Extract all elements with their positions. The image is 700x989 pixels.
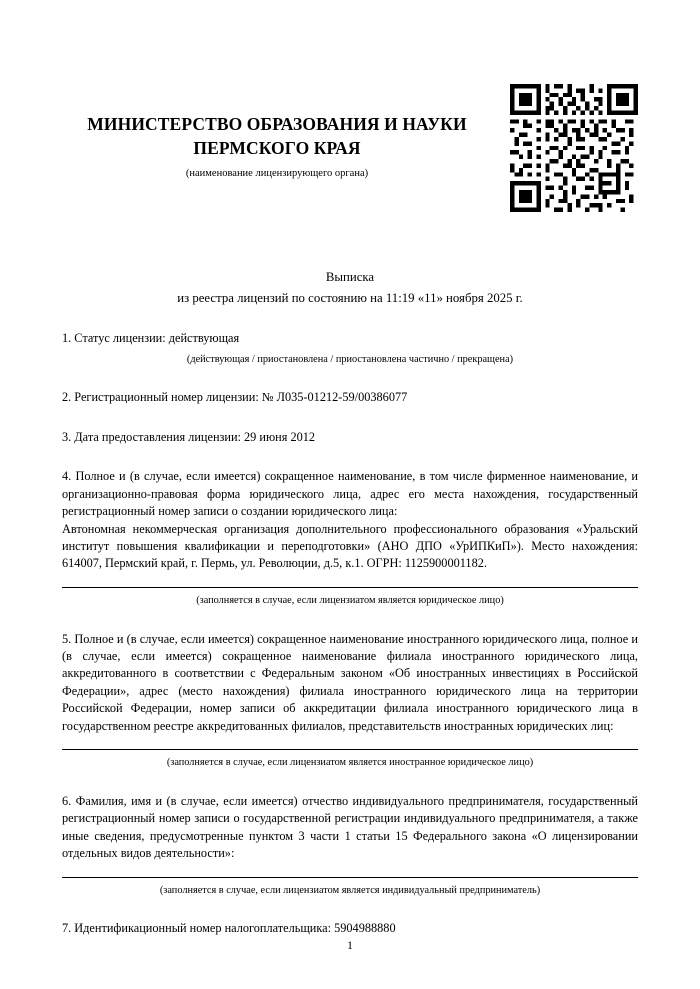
- qr-code-svg: [510, 84, 638, 212]
- item-4-value: Автономная некоммерческая организация дополнительного профессионального образования «Уральский институт повышения квалификации и переподготовки» (АНО ДПО «УрИПКиП»). Место нахождения: 614007, Пермский край, г. Пермь, ул. Революции, д.5, к.1. ОГРН: 1125900001182.: [62, 521, 638, 571]
- item-6-note: (заполняется в случае, если лицензиатом является индивидуальный предприниматель): [159, 884, 541, 896]
- header-subtitle: (наименование лицензирующего органа): [185, 168, 369, 180]
- item-4: [62, 468, 638, 608]
- item-1: [62, 330, 638, 367]
- item-6-rule: [62, 877, 638, 878]
- item-3-text: 3. Дата предоставления лицензии: 29 июня 2012: [62, 429, 316, 444]
- item-1-text: 1. Статус лицензии: действующая: [62, 331, 240, 346]
- document-subtitle: из реестра лицензий по состоянию на 11:19 «11» ноября 2025 г.: [177, 290, 523, 305]
- page-title: [62, 112, 492, 160]
- item-5: [62, 631, 638, 771]
- document-title: Выписка: [325, 270, 375, 285]
- item-5-text: 5. Полное и (в случае, если имеется) сокращенное наименование иностранного юридического лица, полное и (в случае, если имеется) сокращенное наименование филиала иностранного юридического лица, аккредитованного в соответствии с Федеральным законом «Об иностранных инвестициях в Российской Федерации», адрес (место нахождения) филиала иностранного юридического лица на территории Российской Федерации, номер записи об аккредитации филиала иностранного юридического лица в государственном реестре аккредитованных филиалов, представительств иностранных юридических лиц:: [62, 631, 638, 733]
- document-header: [62, 0, 492, 179]
- item-6-text: 6. Фамилия, имя и (в случае, если имеется) отчество индивидуального предпринимателя, государственный регистрационный номер записи о государственной регистрации индивидуального предпринимателя, а также иные сведения, предусмотренные пунктом 3 части 1 статьи 15 Федерального закона «О лицензировании отдельных видов деятельности»:: [62, 793, 638, 861]
- page-title-line2: ПЕРМСКОГО КРАЯ: [193, 138, 361, 159]
- item-2: [62, 389, 638, 406]
- item-4-note: (заполняется в случае, если лицензиатом является юридическое лицо): [196, 594, 504, 606]
- item-5-note: (заполняется в случае, если лицензиатом является иностранное юридическое лицо): [166, 757, 534, 769]
- item-5-rule: [62, 749, 638, 750]
- item-6: [62, 793, 638, 898]
- item-4-text: 4. Полное и (в случае, если имеется) сокращенное наименование, в том числе фирменное наименование, и организационно-правовая форма юридического лица, адрес его места нахождения, государственный регистрационный номер записи о создании юридического лица:: [62, 469, 638, 519]
- page-number: 1: [347, 938, 353, 952]
- item-1-note: (действующая / приостановлена / приостановлена частично / прекращена): [186, 353, 514, 365]
- page-title-line1: МИНИСТЕРСТВО ОБРАЗОВАНИЯ И НАУКИ: [87, 114, 467, 134]
- item-3: [62, 429, 638, 446]
- document-title-block: [62, 267, 638, 308]
- qr-code-icon: [510, 84, 638, 212]
- item-7: [62, 920, 638, 937]
- item-2-text: 2. Регистрационный номер лицензии: № Л035-01212-59/00386077: [62, 390, 408, 405]
- item-4-rule: [62, 587, 638, 588]
- item-7-text: 7. Идентификационный номер налогоплательщика: 5904988880: [62, 921, 396, 936]
